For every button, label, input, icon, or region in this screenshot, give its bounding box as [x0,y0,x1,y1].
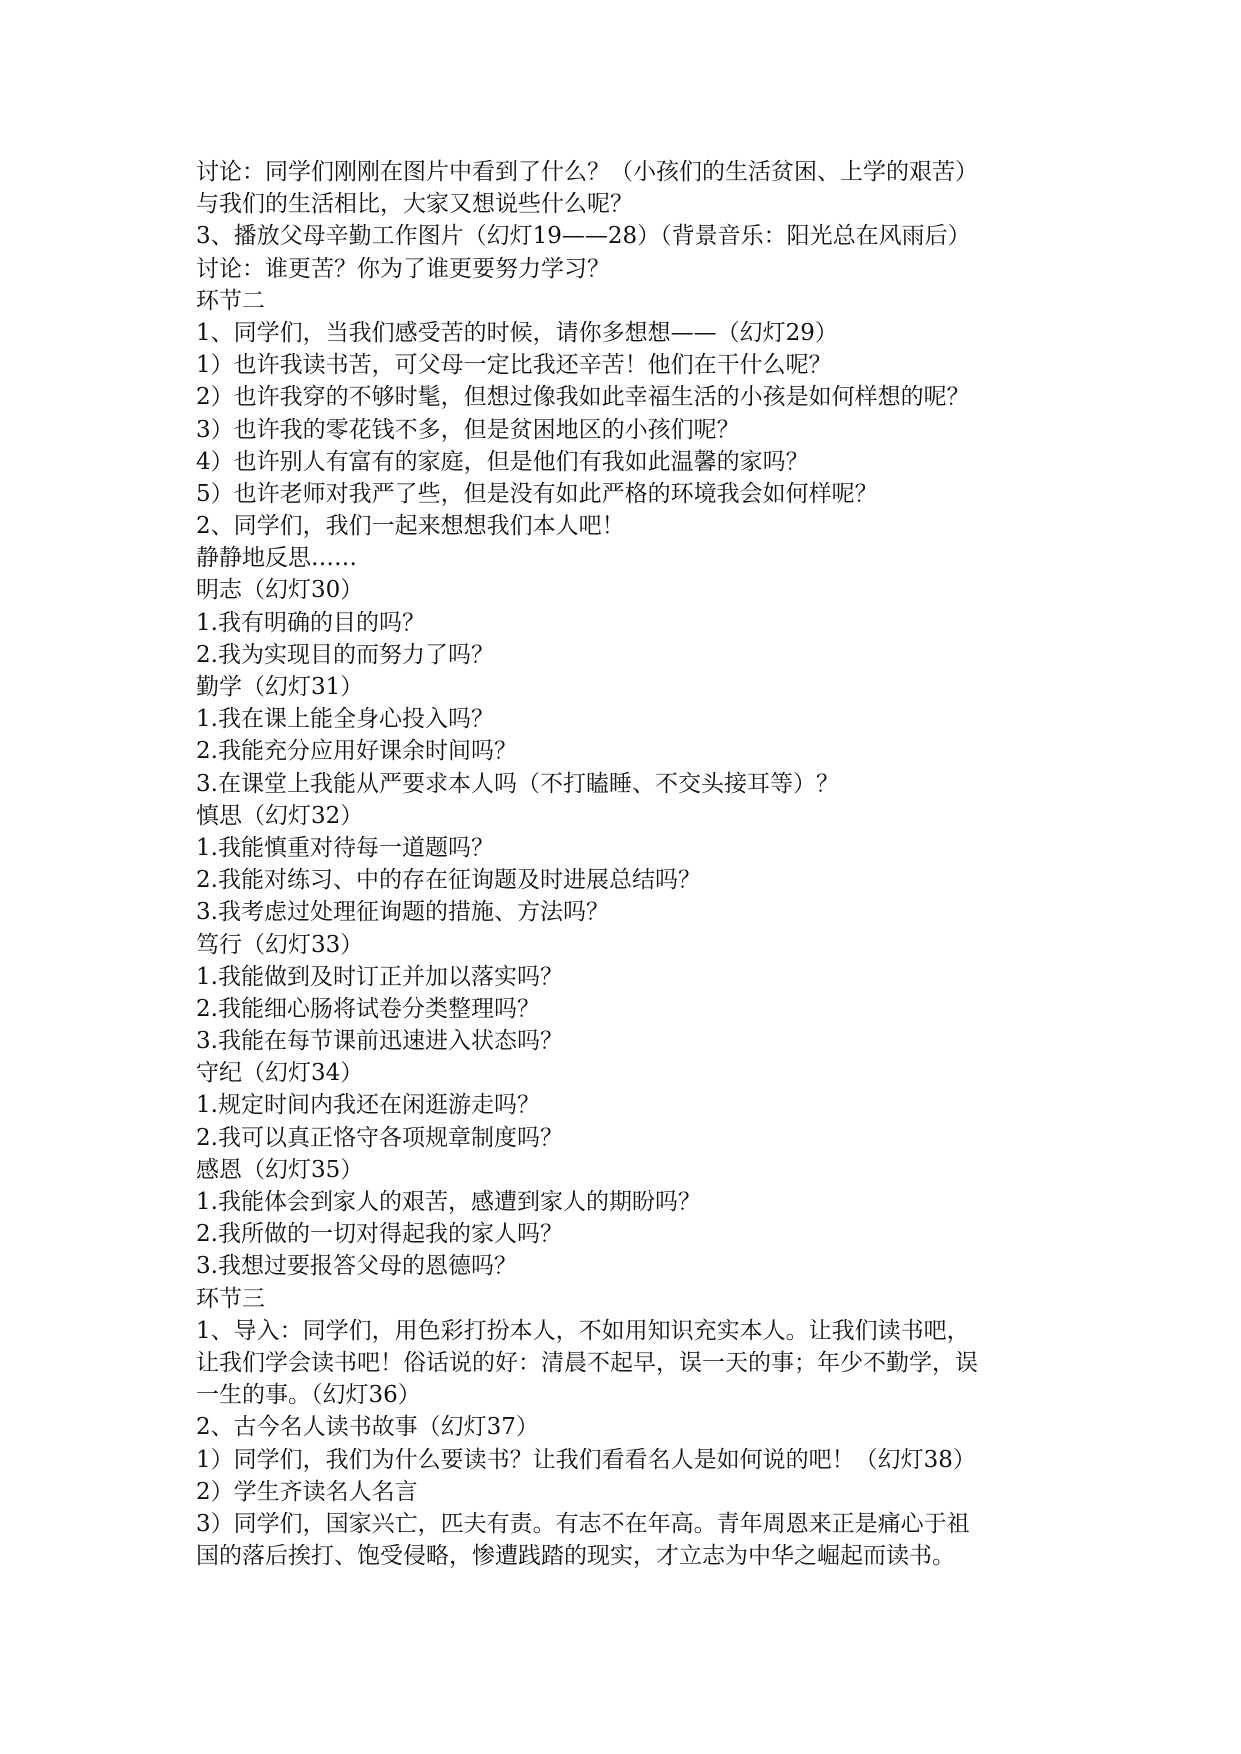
text-line: 3.在课堂上我能从严要求本人吗（不打瞌睡、不交头接耳等）？ [196,770,839,797]
text-line: 讨论：谁更苦？你为了谁更要努力学习？ [196,255,610,282]
text-line: 1）也许我读书苦，可父母一定比我还辛苦！他们在干什么呢？ [196,352,832,379]
text-line: 让我们学会读书吧！俗话说的好：清晨不起早，误一天的事；年少不勤学，误 [196,1349,978,1376]
text-line: 2.我为实现目的而努力了吗？ [196,641,494,668]
text-line: 4）也许别人有富有的家庭，但是他们有我如此温馨的家吗？ [196,448,809,475]
subsection-heading: 感恩（幻灯35） [196,1156,364,1183]
text-line: 3、播放父母辛勤工作图片（幻灯19——28）（背景音乐：阳光总在风雨后） [196,223,971,250]
text-line: 静静地反思…… [196,545,357,572]
text-line: 2）学生齐读名人名言 [196,1478,418,1505]
text-line: 一生的事。（幻灯36） [196,1382,421,1409]
text-line: 2.我能充分应用好课余时间吗？ [196,738,517,765]
text-line: 1.我在课上能全身心投入吗？ [196,706,494,733]
text-line: 3）同学们，国家兴亡，匹夫有责。有志不在年高。青年周恩来正是痛心于祖 [196,1510,970,1537]
subsection-heading: 慎思（幻灯32） [196,802,364,829]
text-line: 3.我考虑过处理征询题的措施、方法吗？ [196,899,609,926]
text-line: 2.我能对练习、中的存在征询题及时进展总结吗？ [196,867,701,894]
text-line: 1.我能慎重对待每一道题吗？ [196,834,494,861]
text-line: 与我们的生活相比，大家又想说些什么呢？ [196,191,633,218]
section-heading: 环节三 [196,1285,265,1312]
text-line: 2.我所做的一切对得起我的家人吗？ [196,1221,563,1248]
text-line: 1）同学们，我们为什么要读书？让我们看看名人是如何说的吧！（幻灯38） [196,1446,976,1473]
text-line: 3）也许我的零花钱不多，但是贫困地区的小孩们呢？ [196,416,740,443]
text-line: 1、导入：同学们，用色彩打扮本人，不如用知识充实本人。让我们读书吧， [196,1317,970,1344]
document-body [196,156,1056,1572]
text-line: 1.我能体会到家人的艰苦，感遭到家人的期盼吗？ [196,1189,701,1215]
subsection-heading: 守纪（幻灯34） [196,1060,364,1087]
text-line: 2.我能细心肠将试卷分类整理吗？ [196,995,540,1022]
text-line: 3.我想过要报答父母的恩德吗？ [196,1253,517,1280]
subsection-heading: 笃行（幻灯33） [196,931,364,958]
text-line: 2、同学们，我们一起来想想我们本人吧！ [196,513,625,540]
text-line: 国的落后挨打、饱受侵略，惨遭践踏的现实，才立志为中华之崛起而读书。 [196,1543,955,1570]
subsection-heading: 明志（幻灯30） [196,577,364,604]
text-line: 讨论：同学们刚刚在图片中看到了什么？（小孩们的生活贫困、上学的艰苦） [196,159,978,185]
subsection-heading: 勤学（幻灯31） [196,674,364,700]
text-line: 2.我可以真正恪守各项规章制度吗？ [196,1124,563,1151]
text-line: 5）也许老师对我严了些，但是没有如此严格的环境我会如何样呢？ [196,480,878,507]
text-line: 3.我能在每节课前迅速进入状态吗？ [196,1028,563,1055]
text-line: 1.我能做到及时订正并加以落实吗？ [196,963,563,990]
text-line: 1.我有明确的目的吗？ [196,609,425,636]
text-line: 2、古今名人读书故事（幻灯37） [196,1414,539,1441]
section-heading: 环节二 [196,287,265,314]
text-line: 2）也许我穿的不够时髦，但想过像我如此幸福生活的小孩是如何样想的呢？ [196,384,970,411]
text-line: 1、同学们，当我们感受苦的时候，请你多想想——（幻灯29） [196,319,838,346]
text-line: 1.规定时间内我还在闲逛游走吗？ [196,1092,540,1119]
